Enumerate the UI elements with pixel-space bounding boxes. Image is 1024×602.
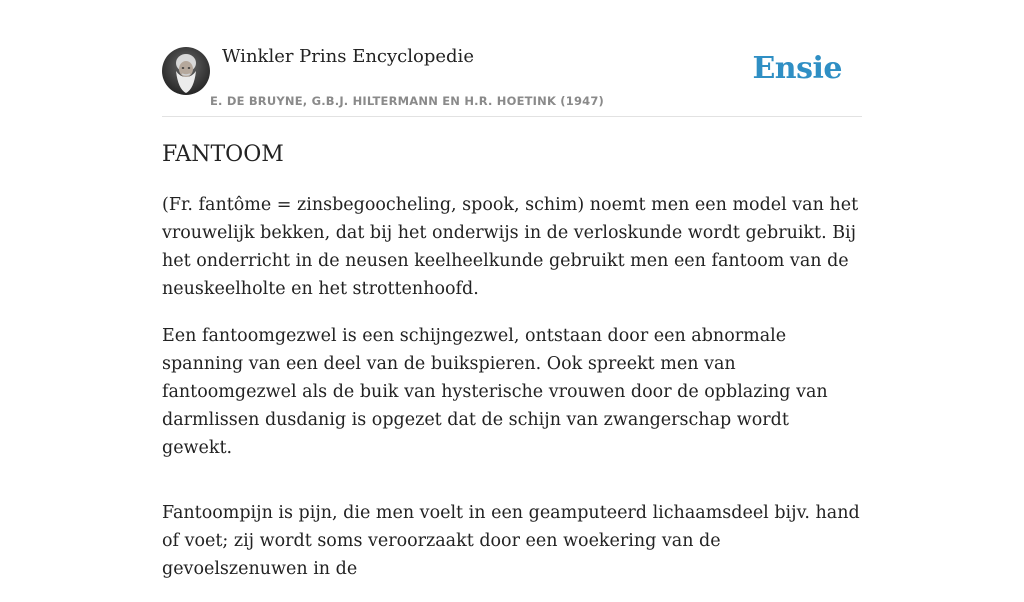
article-paragraph: Fantoompijn is pijn, die men voelt in een geamputeerd lichaamsdeel bijv. hand of voet; zij wordt soms veroorzaakt door een woekering van de gevoelszenuwen in de [162,503,860,579]
article-title: FANTOOM [162,142,284,167]
source-authors: E. DE BRUYNE, G.B.J. HILTERMANN EN H.R. HOETINK (1947) [210,94,605,108]
brand-logo[interactable]: Ensie [752,51,842,86]
source-header [162,46,862,117]
article-paragraph: Een fantoomgezwel is een schijngezwel, ontstaan door een abnormale spanning van een deel van de buikspieren. Ook spreekt men van fantoomgezwel als de buik van hysterische vrouwen door de opblazing van darmlissen dusdanig is opgezet dat de schijn van zwangerschap wordt gewekt. [162,326,828,458]
bearded-man-portrait-icon [162,47,210,95]
source-title[interactable]: Winkler Prins Encyclopedie [222,46,474,67]
article [162,140,864,602]
article-paragraph: (Fr. fantôme = zinsbegoocheling, spook, schim) noemt men een model van het vrouwelijk bekken, dat bij het onderwijs in de verloskunde wordt gebruikt. Bij het onderricht in de neusen keelheelkunde gebruikt men een fantoom van de neuskeelholte en het strottenhoofd. [162,195,859,299]
author-avatar[interactable] [162,47,210,95]
